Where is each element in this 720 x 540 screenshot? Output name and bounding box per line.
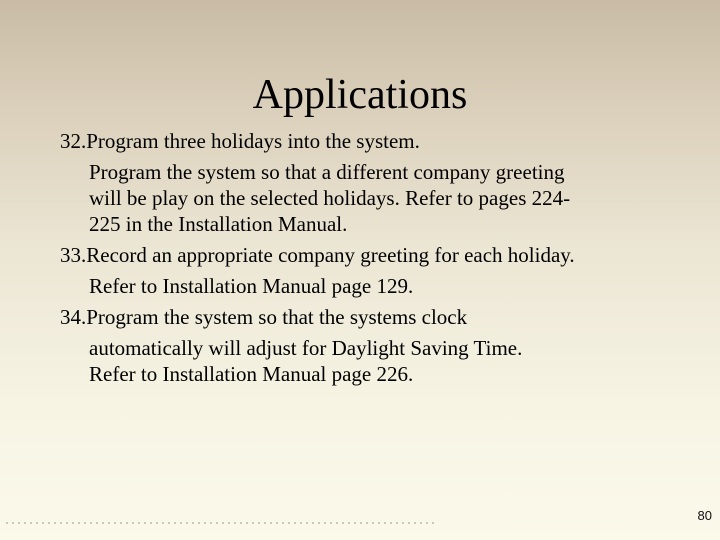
list-item-details (60, 335, 680, 387)
list-item-line: Refer to Installation Manual page 226. (89, 362, 414, 386)
slide-title: Applications (252, 72, 468, 118)
list-item-heading: 33.Record an appropriate company greeting for each holiday. (60, 243, 575, 267)
decorative-dotted-rule (4, 521, 434, 525)
list-item-heading: 34.Program the system so that the systems clock (60, 305, 468, 329)
list-item (60, 304, 680, 387)
list-item-line: Refer to Installation Manual page 129. (89, 274, 414, 298)
list-item-line: Program the system so that a different company greeting (89, 160, 565, 184)
page-number: 80 (697, 508, 712, 523)
applications-list (60, 128, 680, 392)
list-item-line: 225 in the Installation Manual. (89, 212, 348, 236)
list-item (60, 242, 680, 299)
list-item-heading: 32.Program three holidays into the system. (60, 129, 420, 153)
list-item-details (60, 159, 680, 237)
list-item (60, 128, 680, 237)
list-item-line: automatically will adjust for Daylight Saving Time. (89, 336, 523, 360)
list-item-details (60, 273, 680, 299)
list-item-line: will be play on the selected holidays. Refer to pages 224- (89, 186, 571, 210)
